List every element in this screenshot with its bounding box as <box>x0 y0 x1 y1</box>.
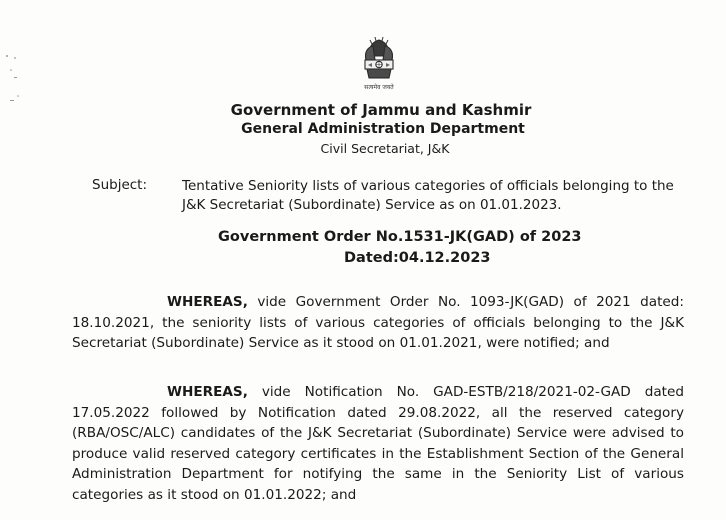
emblem-motto: सत्यमेव जयते <box>364 84 394 91</box>
subject-label: Subject: <box>92 177 148 193</box>
paragraph-whereas-2 <box>72 382 684 505</box>
paragraph-keyword: WHEREAS, <box>167 294 248 310</box>
paragraph-body: vide Government Order No. 1093-JK(GAD) of 2021 dated: 18.10.2021, the seniority lists of various categories of officials belonging to the J&K Secretariat (Subordinate) Service as it stood on 01.01.2021, were notified; and <box>72 294 684 351</box>
department-name: General Administration Department <box>241 121 525 137</box>
paragraph-whereas-1 <box>72 292 684 354</box>
order-date: Dated:04.12.2023 <box>344 250 491 266</box>
order-number: Government Order No.1531-JK(GAD) of 2023 <box>218 229 582 245</box>
subject-text: Tentative Seniority lists of various categories of officials belonging to the J&K Secretariat (Subordinate) Service as on 01.01.2023. <box>182 178 674 213</box>
secretariat-address: Civil Secretariat, J&K <box>320 141 450 156</box>
government-title: Government of Jammu and Kashmir <box>230 101 532 119</box>
paragraph-keyword: WHEREAS, <box>167 384 248 400</box>
paragraph-body: vide Notification No. GAD-ESTB/218/2021-02-GAD dated 17.05.2022 followed by Notification dated 29.08.2022, all the reserved category (RBA/OSC/ALC) candidates of the J&K Secretariat (Subordinate) Service were advised to produce valid reserved category certificates in the Establishment Section of the General Administration Department for notifying the same in the Seniority List of various categories as it stood on 01.01.2022; and <box>72 384 685 503</box>
ashoka-emblem-icon <box>356 34 402 98</box>
